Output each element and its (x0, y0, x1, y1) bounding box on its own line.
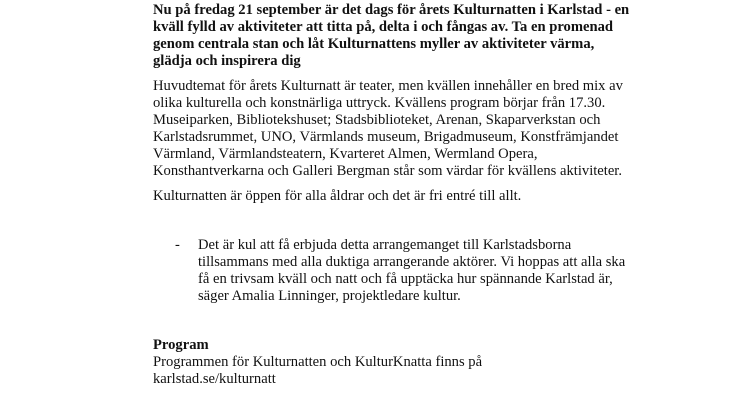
lead-paragraph: Nu på fredag 21 september är det dags för årets Kulturnatten i Karlstad - en kväll fylld av aktiviteter att titta på, delta i och fångas av. Ta en promenad genom centrala stan och låt Kulturnattens myller av aktiviteter värma, glädja och inspirera dig (153, 2, 630, 69)
quote-block (153, 237, 628, 305)
program-link-line (153, 371, 633, 388)
program-heading: Program (153, 337, 209, 353)
quote-dash: - (175, 237, 180, 253)
body-paragraph-theme: Huvudtemat för årets Kulturnatt är teater, men kvällen innehåller en bred mix av olika kulturella och konstnärliga uttryck. Kvällens program börjar från 17.30. Museiparken, Bibliotekshuset; Stadsbiblioteket, Arenan, Skaparverkstan och Karlstadsrummet, UNO, Värmlands museum, Brigadmuseum, Konstfrämjandet Värmland, Värmlandsteatern, Kvarteret Almen, Wermland Opera, Konsthantverkarna och Galleri Bergman står som värdar för kvällens aktiviteter. (153, 78, 623, 179)
quote-text: Det är kul att få erbjuda detta arrangemanget till Karlstadsborna tillsammans med alla duktiga arrangerande aktörer. Vi hoppas att alla ska få en trivsam kväll och natt och få upptäcka hur spännande Karlstad är, säger Amalia Linninger, projektledare kultur. (198, 237, 626, 304)
program-text: Programmen för Kulturnatten och KulturKnatta finns på (153, 354, 483, 370)
body-paragraph-entry: Kulturnatten är öppen för alla åldrar och det är fri entré till allt. (153, 188, 522, 204)
document-page (153, 2, 633, 388)
program-link[interactable]: karlstad.se/kulturnatt (153, 371, 276, 387)
